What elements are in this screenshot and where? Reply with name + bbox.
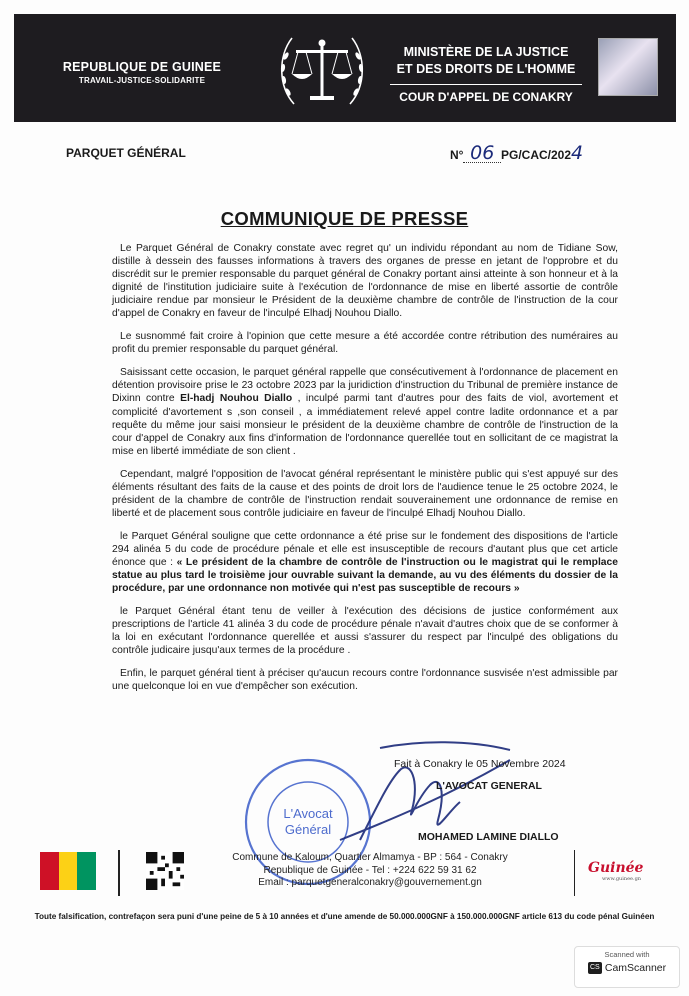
paragraph-3-text-end: , inculpé parmi tant d'autres pour des faits de viol, avortement et complicité d'avortement s ,son conseil , a immédiatement relevé appel contre ladite ordonnance et a par requête du même jour saisi monsieur le président de la deuxième chambre de contrôle de l'instruction de la cour d'appel de Conakry aux fins d'information de l'ordonnance querellée tout en sollicitant de ce magistrat la mise en liberté immédiate de son client . — [112, 393, 619, 457]
accused-name: El-hadj Nouhou Diallo — [180, 393, 293, 405]
contact-phone: Republique de Guinée - Tel : +224 622 59 31 62 — [263, 864, 477, 876]
guinea-flag-icon — [40, 852, 96, 890]
paragraph-5 — [112, 530, 618, 595]
signatory-role: L'AVOCAT GENERAL — [436, 780, 542, 792]
paragraph-5-text: le Parquet Général souligne que cette ordonnance a été prise sur le fondement des dispositions de l'article 294 alinéa 5 du code de procédure pénale et elle est insusceptible de recours d'autant plus que cet article énonce que : — [112, 530, 618, 568]
brand-site: www.guinee.gn — [602, 876, 642, 882]
scanner-app-name: CamScanner — [604, 962, 667, 974]
header-divider — [390, 84, 582, 85]
office-label: PARQUET GÉNÉRAL — [66, 146, 186, 160]
republic-name: REPUBLIQUE DE GUINEE — [62, 60, 222, 74]
camscanner-icon: CS — [588, 962, 602, 974]
place-date: Fait à Conakry le 05 Novembre 2024 — [394, 758, 566, 770]
scanner-label: Scanned with — [604, 950, 650, 959]
hologram-seal-icon — [598, 38, 658, 96]
number-suffix: PG/CAC/202 — [501, 148, 572, 162]
document-body — [112, 242, 618, 703]
stamp-text-1: L'Avocat — [283, 806, 333, 821]
legal-warning: Toute falsification, contrefaçon sera puni d'une peine de 5 à 10 années et d'une amende de 50.000.000GNF à 150.000.000GNF article 613 du code pénal Guinéen — [34, 912, 655, 921]
paragraph-3-text: Saisissant cette occasion, le parquet général rappelle que consécutivement à l'ordonnance de placement en détention provisoire prise le 23 octobre 2023 par la juridiction d'instruction du Tribunal de première instance de Dixinn contre — [112, 367, 618, 405]
ministry-line-2: ET DES DROITS DE L'HOMME — [396, 62, 576, 76]
brand-name: Guinée — [588, 860, 644, 876]
letterhead — [14, 14, 676, 122]
justice-scales-icon — [272, 26, 372, 116]
letterhead-left — [42, 60, 242, 85]
paragraph-6: le Parquet Général étant tenu de veiller à l'exécution des décisions de justice conformément aux prescriptions de l'article 41 alinéa 3 du code de procédure pénale n'avait d'autres choix que de se conformer à la loi en exécutant l'ordonnance querellée et aussi s'assurer du respect par l'inculpé des obligations du contrôle judicaire jusqu'aux termes de la procédure . — [112, 606, 618, 657]
footer-divider — [118, 850, 120, 896]
document-title: COMMUNIQUE DE PRESSE — [220, 208, 469, 229]
year-handwritten: 4 — [571, 142, 584, 164]
signatory-name: MOHAMED LAMINE DIALLO — [418, 831, 559, 843]
paragraph-1: Le Parquet Général de Conakry constate avec regret qu' un individu répondant au nom de Tidiane Sow, distille à dessein des fausses informations à travers des organes de presse en jetant de l'opprobre et du discrédit sur le premier responsable du parquet général de Conakry portant ainsi atteinte à son honneur et à la dignité de l'institution judiciaire suite à l'exécution de l'ordonnance de mise en liberté assortie de contrôle judiciaire rendue par monsieur le Président de la deuxième chambre de contrôle de l'instruction de la cour d'appel de Conakry en faveur de l'inculpé Elhadj Nouhou Diallo. — [112, 243, 618, 320]
national-motto: TRAVAIL-JUSTICE-SOLIDARITE — [78, 76, 206, 85]
paragraph-3 — [112, 366, 618, 457]
letterhead-right — [386, 44, 586, 104]
contact-block — [200, 852, 540, 890]
paragraph-2: Le susnommé fait croire à l'opinion que cette mesure a été accordée contre rétribution des numéraires au profit du premier responsable du parquet général. — [112, 331, 618, 356]
contact-address: Commune de Kaloum, Quartier Almamya - BP : 564 - Conakry — [232, 852, 508, 863]
ministry-line-1: MINISTÈRE DE LA JUSTICE — [403, 45, 569, 59]
paragraph-7: Enfin, le parquet général tient à préciser qu'aucun recours contre l'ordonnance susvisée n'est admissible par une quelconque loi en vue d'empêcher son exécution. — [112, 668, 618, 693]
paragraph-4: Cependant, malgré l'opposition de l'avocat général représentant le ministère public qui s'est appuyé sur des éléments résultant des faits de la cause et des points de droit lors de l'audience tenue le 25 octobre 2024, le président de la chambre de contrôle de l'instruction rendait souverainement une ordonnance de remise en liberté et de placement sous contrôle judiciaire en faveur de l'inculpé Elhadj Nouhou Diallo. — [112, 468, 618, 519]
scanner-app — [575, 962, 679, 974]
camscanner-badge — [574, 946, 680, 988]
court-name: COUR D'APPEL DE CONAKRY — [399, 90, 573, 104]
reference-number — [450, 142, 583, 164]
stamp-text-2: Général — [284, 822, 332, 837]
number-handwritten: 06 — [463, 148, 501, 163]
guinee-logo — [588, 860, 643, 882]
qr-code-icon — [146, 852, 184, 890]
legal-quote: « Le président de la chambre de contrôle de l'instruction ou le magistrat qui le remplace statue au plus tard le troisième jour ouvrable suivant la demande, au vu des éléments du dossier de la procédure, par une ordonnance non motivée qui n'est pas susceptible de recours » — [112, 556, 618, 595]
footer-divider-right — [574, 850, 575, 896]
number-prefix: N° — [450, 148, 464, 162]
contact-email: Email : parquetgeneralconakry@gouvernement.gn — [258, 877, 482, 888]
